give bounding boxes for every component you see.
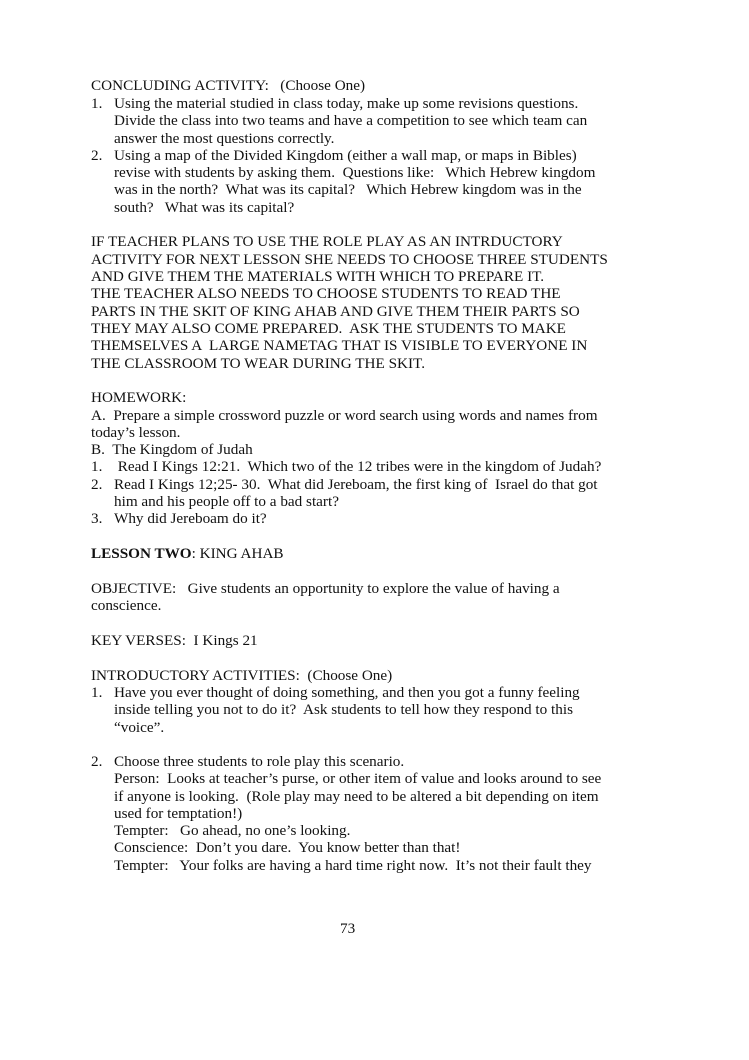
list-number: 2. (91, 753, 103, 770)
objective-text: OBJECTIVE: Give students an opportunity to explore the value of having a (91, 580, 560, 597)
list-text: answer the most questions correctly. (114, 130, 335, 147)
homework-text: B. The Kingdom of Judah (91, 441, 253, 458)
list-text: him and his people off to a bad start? (114, 493, 339, 510)
list-text: Conscience: Don’t you dare. You know better than that! (114, 839, 461, 856)
page-number: 73 (340, 920, 356, 937)
list-text: Tempter: Your folks are having a hard time right now. It’s not their fault they (114, 857, 592, 874)
list-number: 1. (91, 458, 103, 475)
lesson-title (91, 545, 284, 563)
list-text: Using the material studied in class today, make up some revisions questions. (114, 95, 579, 112)
notice-line: THE CLASSROOM TO WEAR DURING THE SKIT. (91, 355, 425, 372)
list-text: south? What was its capital? (114, 199, 295, 216)
list-number: 1. (91, 95, 103, 112)
list-text: Read I Kings 12:21. Which two of the 12 tribes were in the kingdom of Judah? (114, 458, 602, 475)
notice-line: THE TEACHER ALSO NEEDS TO CHOOSE STUDENTS TO READ THE (91, 285, 561, 302)
list-text: used for temptation!) (114, 805, 243, 822)
list-text: Divide the class into two teams and have a competition to see which team can (114, 112, 588, 129)
list-text: Using a map of the Divided Kingdom (either a wall map, or maps in Bibles) (114, 147, 577, 164)
list-text: Why did Jereboam do it? (114, 510, 267, 527)
list-text: Read I Kings 12;25- 30. What did Jereboam, the first king of Israel do that got (114, 476, 598, 493)
list-text: “voice”. (114, 719, 165, 736)
notice-line: PARTS IN THE SKIT OF KING AHAB AND GIVE THEM THEIR PARTS SO (91, 303, 580, 320)
list-text: revise with students by asking them. Questions like: Which Hebrew kingdom (114, 164, 596, 181)
list-number: 1. (91, 684, 103, 701)
notice-line: THEY MAY ALSO COME PREPARED. ASK THE STUDENTS TO MAKE (91, 320, 566, 337)
homework-text: today’s lesson. (91, 424, 181, 441)
list-number: 2. (91, 476, 103, 493)
notice-line: AND GIVE THEM THE MATERIALS WITH WHICH TO PREPARE IT. (91, 268, 545, 285)
list-text: Tempter: Go ahead, no one’s looking. (114, 822, 351, 839)
list-text: if anyone is looking. (Role play may need to be altered a bit depending on item (114, 788, 599, 805)
list-text: was in the north? What was its capital? Which Hebrew kingdom was in the (114, 181, 582, 198)
introductory-heading: INTRODUCTORY ACTIVITIES: (Choose One) (91, 667, 393, 684)
notice-line: ACTIVITY FOR NEXT LESSON SHE NEEDS TO CHOOSE THREE STUDENTS (91, 251, 608, 268)
concluding-heading: CONCLUDING ACTIVITY: (Choose One) (91, 77, 366, 94)
list-text: inside telling you not to do it? Ask students to tell how they respond to this (114, 701, 573, 718)
lesson-title-bold: LESSON TWO (91, 545, 192, 562)
objective-text: conscience. (91, 597, 162, 614)
homework-text: A. Prepare a simple crossword puzzle or word search using words and names from (91, 407, 598, 424)
list-text: Person: Looks at teacher’s purse, or other item of value and looks around to see (114, 770, 602, 787)
notice-line: THEMSELVES A LARGE NAMETAG THAT IS VISIBLE TO EVERYONE IN (91, 337, 588, 354)
key-verses: KEY VERSES: I Kings 21 (91, 632, 258, 649)
list-text: Have you ever thought of doing something, and then you got a funny feeling (114, 684, 580, 701)
notice-line: IF TEACHER PLANS TO USE THE ROLE PLAY AS AN INTRDUCTORY (91, 233, 563, 250)
homework-heading: HOMEWORK: (91, 389, 187, 406)
list-number: 2. (91, 147, 103, 164)
lesson-title-rest: : KING AHAB (191, 545, 284, 562)
list-number: 3. (91, 510, 103, 527)
list-text: Choose three students to role play this scenario. (114, 753, 405, 770)
